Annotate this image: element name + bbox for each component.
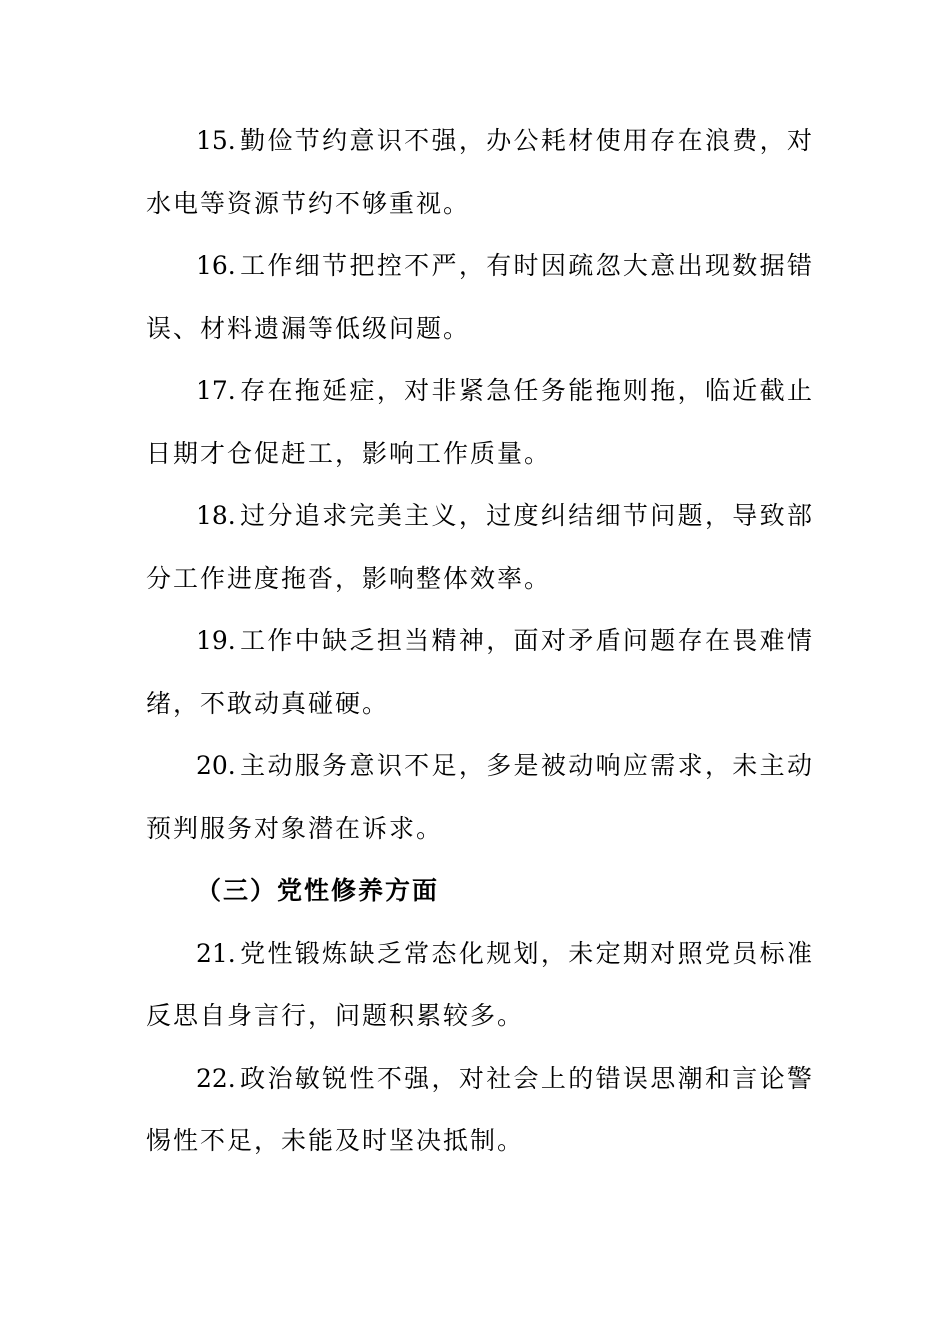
item-number: 21.: [196, 938, 236, 968]
item-number: 15.: [196, 126, 236, 155]
list-item-15: [146, 110, 814, 235]
list-item-20: [146, 735, 814, 860]
item-text: 工作细节把控不严，有时因疏忽大意出现数据错误、材料遗漏等低级问题。: [146, 251, 814, 343]
item-text: 勤俭节约意识不强，办公耗材使用存在浪费，对水电等资源节约不够重视。: [146, 126, 814, 218]
item-number: 22.: [196, 1063, 236, 1093]
list-item-16: [146, 235, 814, 360]
item-text: 存在拖延症，对非紧急任务能拖则拖，临近截止日期才仓促赶工，影响工作质量。: [146, 376, 814, 468]
item-number: 18.: [196, 501, 236, 530]
list-item-22: [146, 1048, 814, 1173]
item-text: 政治敏锐性不强，对社会上的错误思潮和言论警惕性不足，未能及时坚决抵制。: [146, 1063, 814, 1155]
item-number: 20.: [196, 751, 236, 780]
section-heading: （三）党性修养方面: [196, 876, 440, 905]
list-item-21: [146, 923, 814, 1048]
list-item-17: [146, 360, 814, 485]
item-text: 主动服务意识不足，多是被动响应需求，未主动预判服务对象潜在诉求。: [146, 751, 814, 843]
document-body: [146, 110, 814, 1173]
list-item-18: [146, 485, 814, 610]
item-number: 19.: [196, 626, 236, 655]
item-text: 过分追求完美主义，过度纠结细节问题，导致部分工作进度拖沓，影响整体效率。: [146, 501, 814, 593]
item-text: 工作中缺乏担当精神，面对矛盾问题存在畏难情绪，不敢动真碰硬。: [146, 626, 814, 718]
item-text: 党性锻炼缺乏常态化规划，未定期对照党员标准反思自身言行，问题积累较多。: [146, 938, 814, 1030]
list-item-19: [146, 610, 814, 735]
item-number: 17.: [196, 376, 236, 405]
item-number: 16.: [196, 251, 236, 280]
